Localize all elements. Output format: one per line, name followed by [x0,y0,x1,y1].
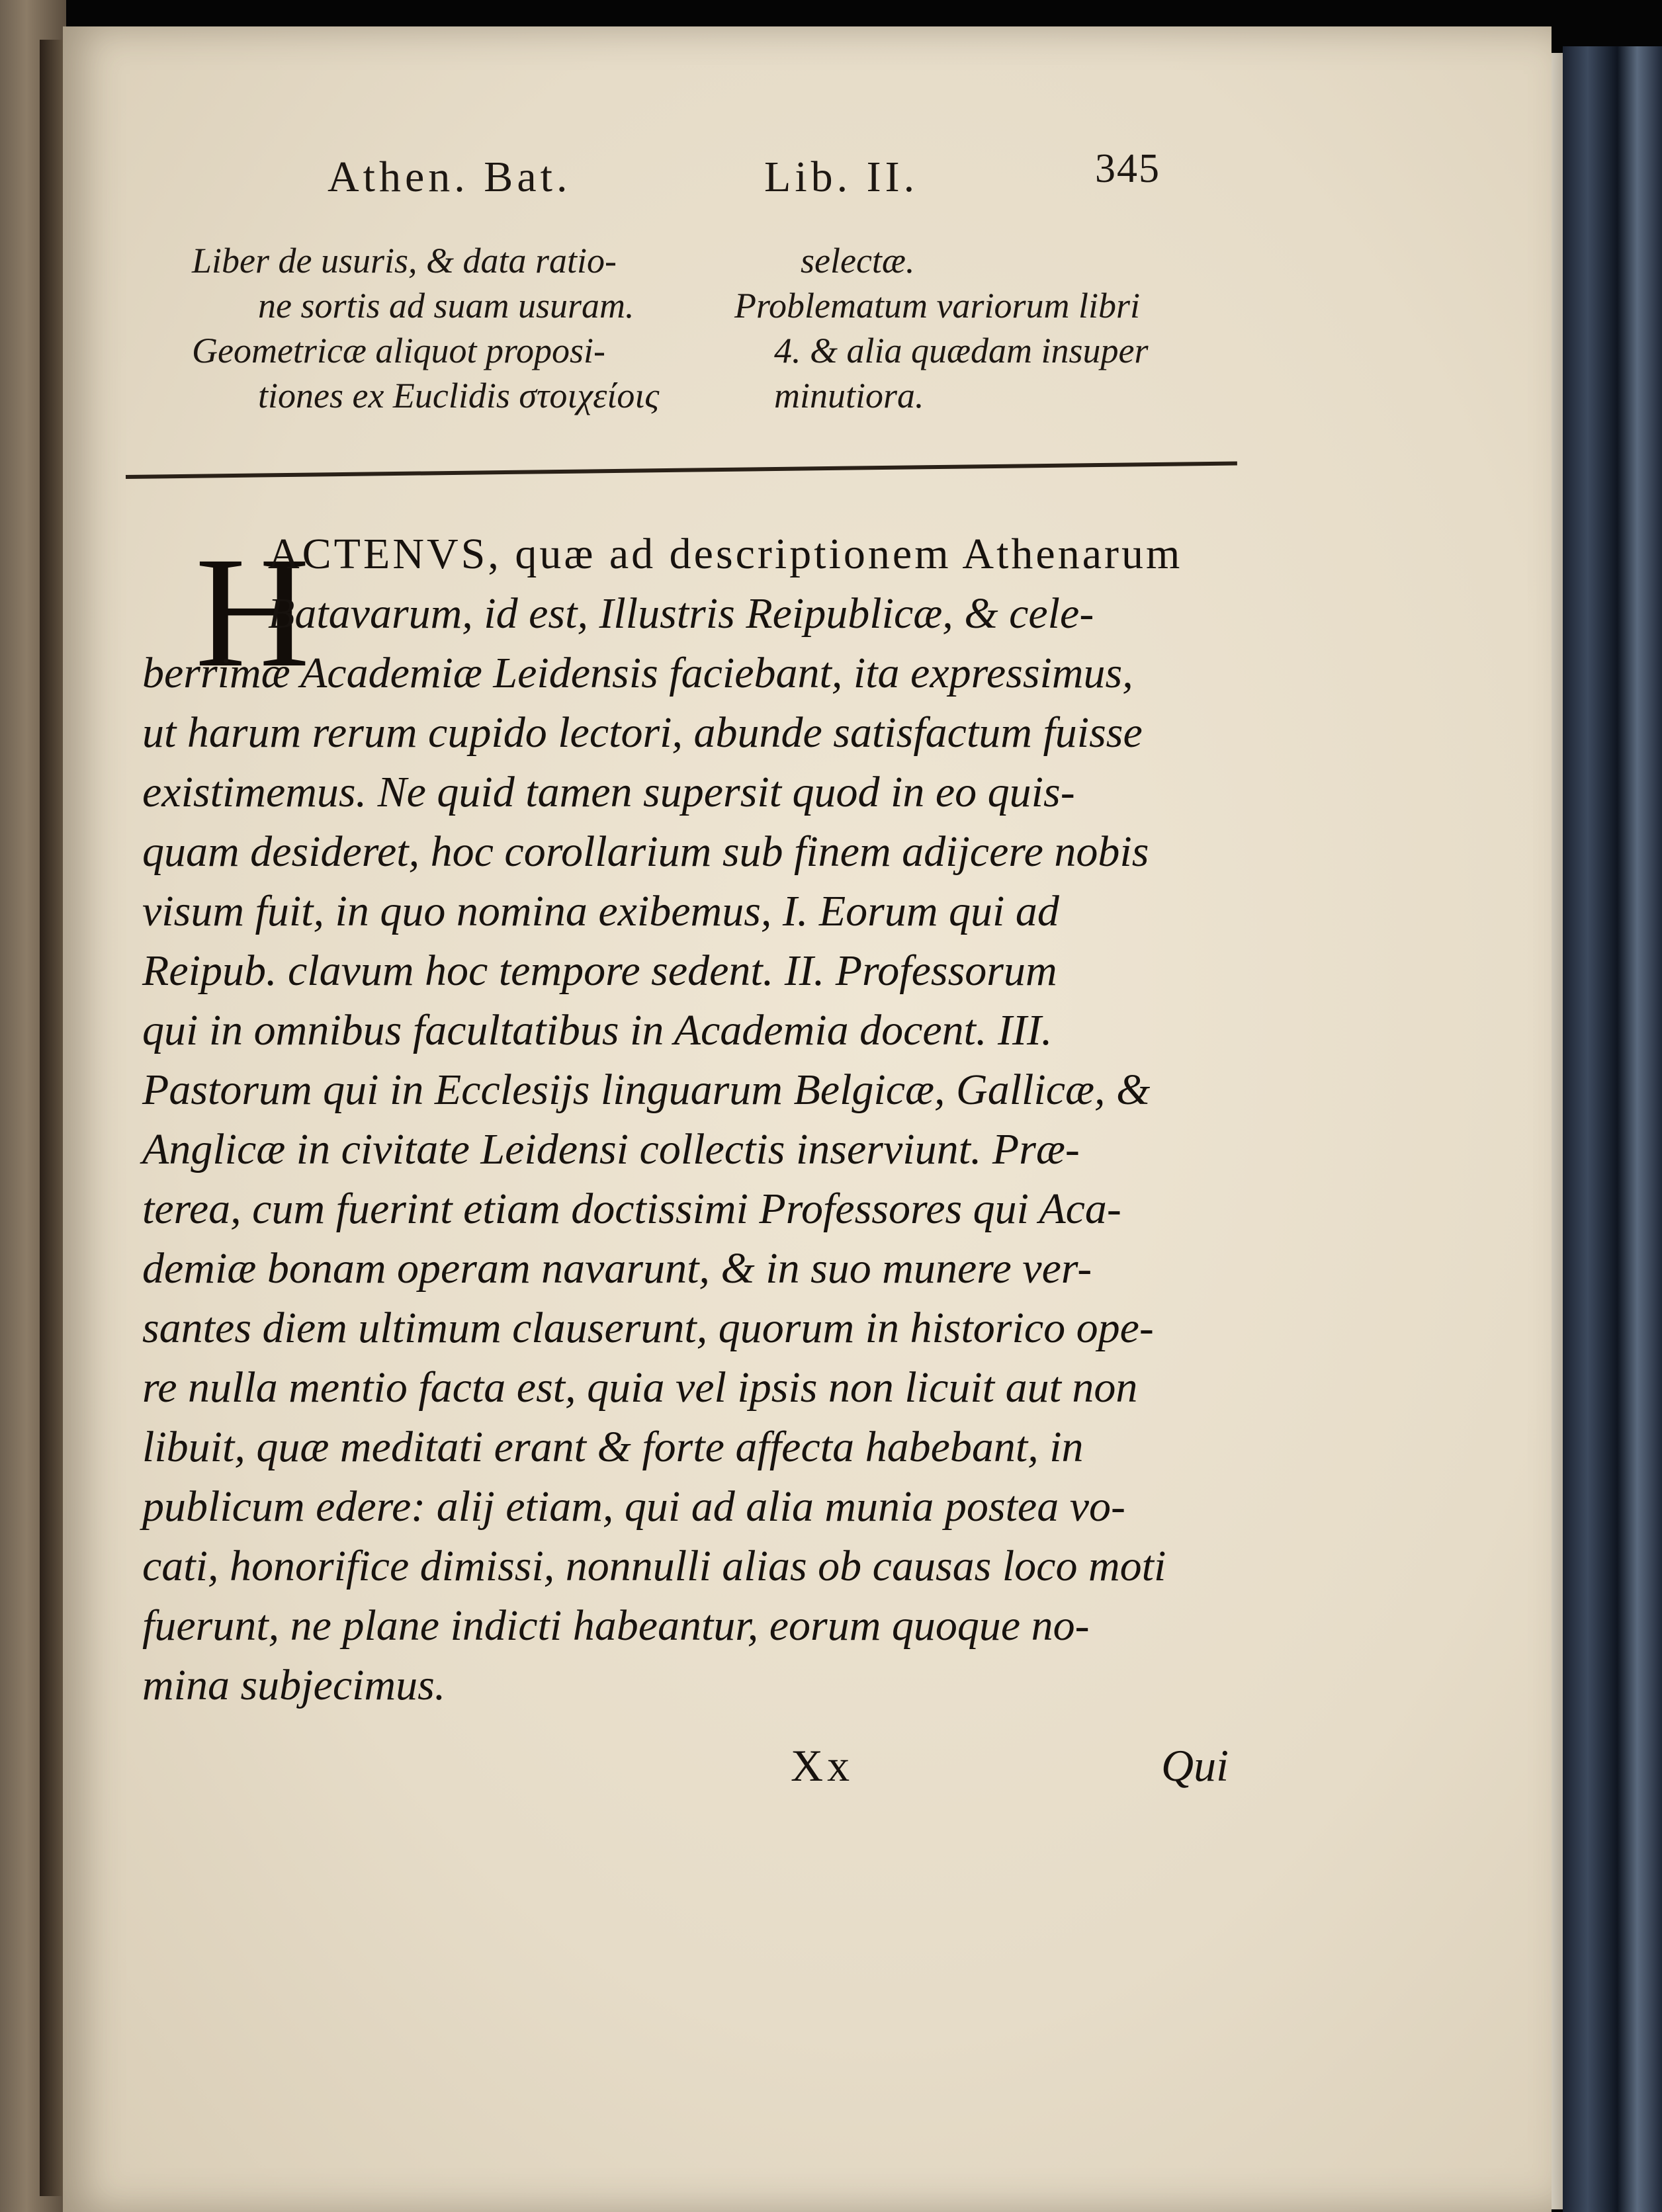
book-entry-line: selectæ. [801,241,915,280]
book-entry-line: minutiora. [774,376,924,415]
text-line: berrimæ Academiæ Leidensis faciebant, ita expressimus, [142,649,1133,697]
text-line: publicum edere: alij etiam, qui ad alia munia postea vo- [142,1482,1125,1531]
body-paragraph [142,489,1267,1779]
text-line: Pastorum qui in Ecclesijs linguarum Belgicæ, Gallicæ, & [142,1066,1151,1114]
text-line: existimemus. Ne quid tamen supersit quod in eo quis- [142,768,1075,816]
text-line: Anglicæ in civitate Leidensi collectis inserviunt. Præ- [142,1125,1080,1173]
book-entry-line: Liber de usuris, & data ratio- [192,241,617,280]
text-line: visum fuit, in quo nomina exibemus, I. Eorum qui ad [142,887,1059,935]
signature-mark: Xx [791,1740,854,1791]
text-line: quam desideret, hoc corollarium sub finem adijcere nobis [142,828,1149,876]
book-entry-line: Geometricæ aliquot proposi- [192,331,605,370]
text-line: libuit, quæ meditati erant & forte affecta habebant, in [142,1423,1084,1471]
books-list-column-1 [192,238,695,418]
books-list-column-2 [734,238,1277,418]
text-line: demiæ bonam operam navarunt, & in suo munere ver- [142,1244,1092,1293]
text-line: terea, cum fuerint etiam doctissimi Professores qui Aca- [142,1185,1121,1233]
book-binding [1563,46,1662,2212]
text-line: re nulla mentio facta est, quia vel ipsis non licuit aut non [142,1363,1138,1412]
text-line: Reipub. clavum hoc tempore sedent. II. Professorum [142,947,1057,995]
text-line: mina subjecimus. [142,1661,446,1709]
text-line: ut harum rerum cupido lectori, abunde satisfactum fuisse [142,708,1143,757]
books-list [126,238,1250,463]
book-entry-line: 4. & alia quædam insuper [774,331,1149,370]
text-line: cati, honorifice dimissi, nonnulli alias ob causas loco moti [142,1542,1166,1590]
text-line: santes diem ultimum clauserunt, quorum in historico ope- [142,1304,1154,1352]
book-entry-line: Problematum variorum libri [734,286,1140,325]
page-footer [791,1740,1320,1819]
catchword: Qui [1161,1740,1229,1791]
text-line: ACTENVS, quæ ad descriptionem Athenarum [268,530,1183,578]
book-entry-line: tiones ex Euclidis στοιχείοις [258,376,660,415]
text-line: qui in omnibus facultatibus in Academia docent. III. [142,1006,1053,1054]
text-line: fuerunt, ne plane indicti habeantur, eorum quoque no- [142,1601,1090,1650]
running-title: Athen. Bat. [328,153,572,201]
book-number: Lib. II. [764,153,919,201]
book-page [63,26,1552,2212]
page-number: 345 [1095,146,1160,191]
text-line: Batavarum, id est, Illustris Reipublicæ, & cele- [268,589,1094,638]
horizontal-rule [126,461,1237,479]
book-entry-line: ne sortis ad suam usuram. [258,286,634,325]
drop-cap: H [195,524,310,700]
page-header [328,132,1254,212]
